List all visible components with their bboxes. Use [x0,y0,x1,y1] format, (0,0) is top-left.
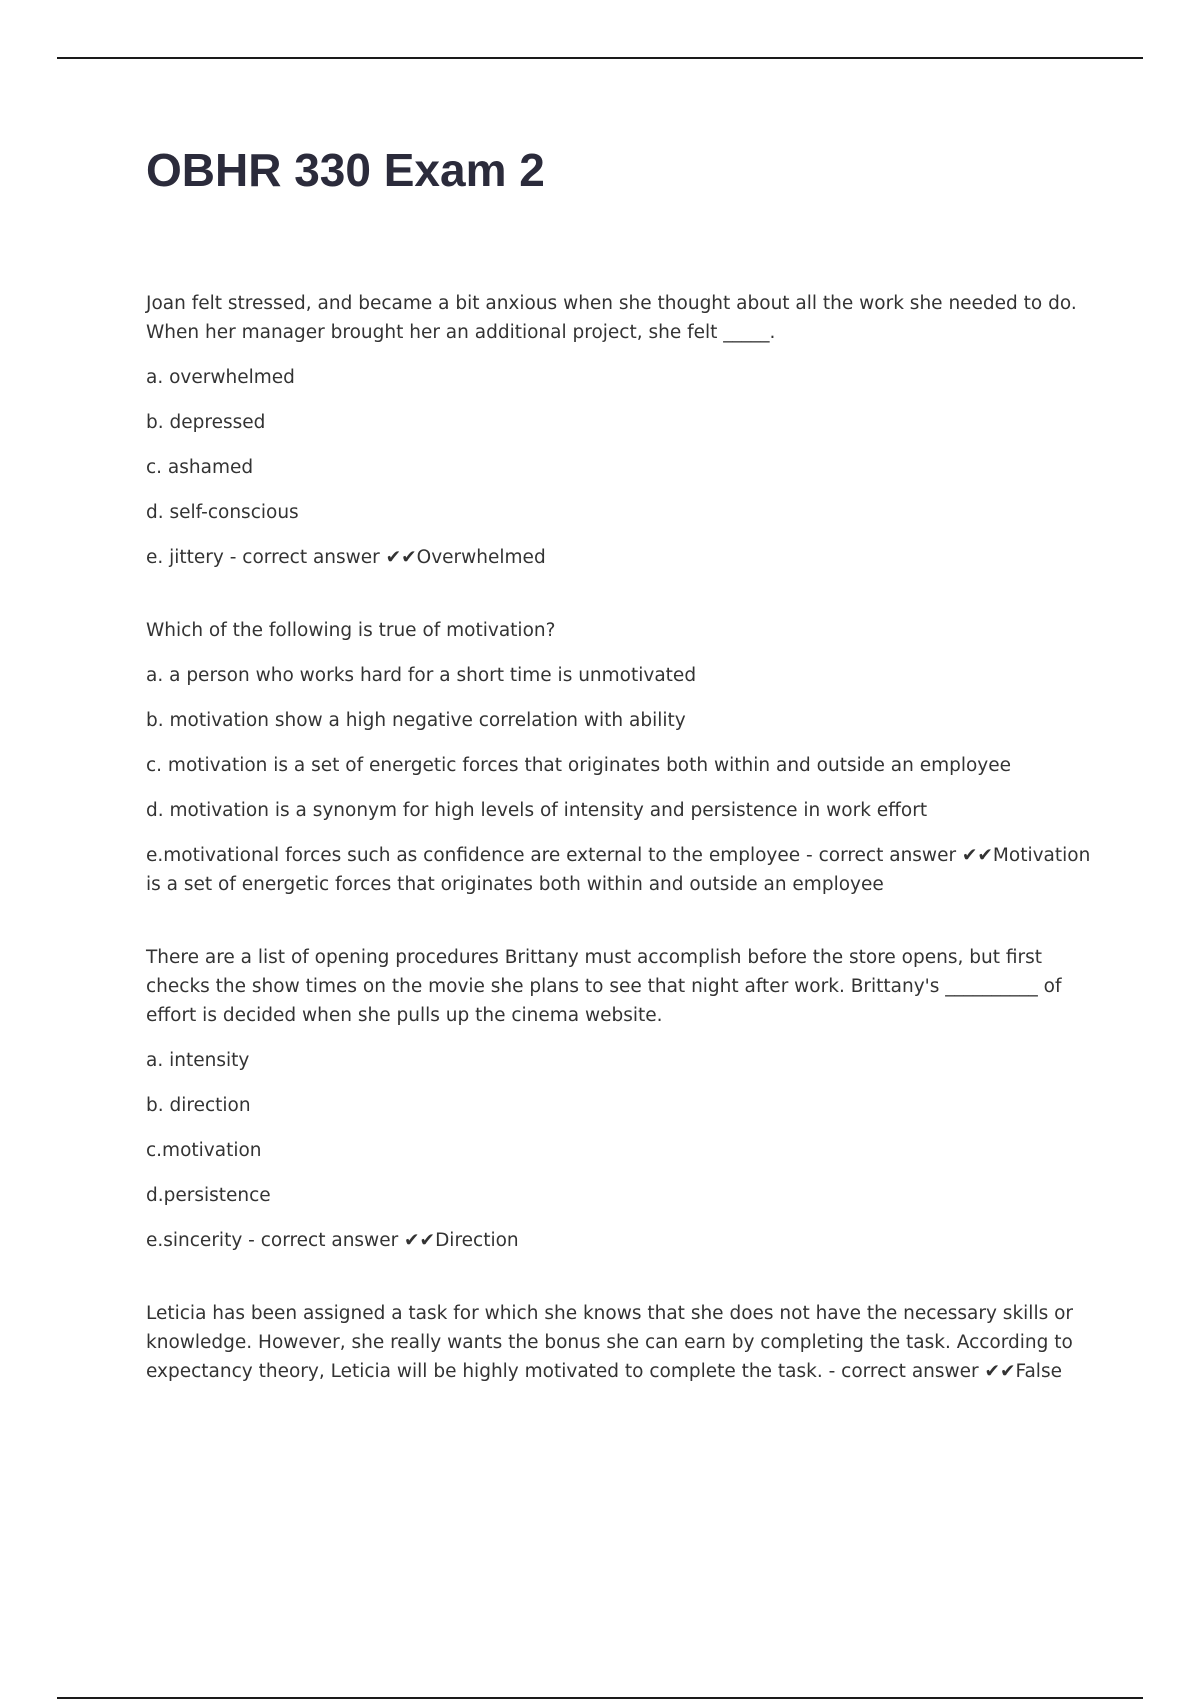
document-title: OBHR 330 Exam 2 [146,144,545,196]
option-e-with-answer: e. jittery - correct answer ✔✔Overwhelmed [146,547,546,568]
question-text: There are a list of opening procedures Brittany must accomplish before the store opens, but first checks the show times on the movie she plans to see that night after work. Brittany's __________ of effort is decided when she pulls up the cinema website. [146,947,1062,1026]
option-e-with-answer: e.motivational forces such as confidence are external to the employee - correct answer ✔✔Motivation is a set of energetic forces that originates both within and outside an employee [146,845,1091,895]
question-3 [146,943,1096,1255]
question-4 [146,1299,1096,1386]
option-a: a. a person who works hard for a short time is unmotivated [146,665,697,686]
option-b: b. direction [146,1095,251,1116]
question-text-with-answer: Leticia has been assigned a task for which she knows that she does not have the necessary skills or knowledge. However, she really wants the bonus she can earn by completing the task. According to expectancy theory, Leticia will be highly motivated to complete the task. - correct answer ✔✔False [146,1303,1074,1382]
option-a: a. overwhelmed [146,367,295,388]
option-d: d. motivation is a synonym for high levels of intensity and persistence in work effort [146,800,928,821]
question-text: Joan felt stressed, and became a bit anxious when she thought about all the work she needed to do. When her manager brought her an additional project, she felt _____. [146,293,1077,343]
option-c: c. motivation is a set of energetic forces that originates both within and outside an employee [146,755,1012,776]
option-d: d. self-conscious [146,502,299,523]
option-a: a. intensity [146,1050,250,1071]
option-b: b. depressed [146,412,266,433]
option-e-with-answer: e.sincerity - correct answer ✔✔Direction [146,1230,519,1251]
document-body [146,140,1096,1430]
question-2 [146,616,1096,899]
question-text: Which of the following is true of motivation? [146,620,556,641]
option-c: c.motivation [146,1140,262,1161]
top-divider [57,57,1143,59]
option-c: c. ashamed [146,457,254,478]
bottom-divider [57,1697,1143,1699]
question-1 [146,289,1096,572]
option-d: d.persistence [146,1185,271,1206]
option-b: b. motivation show a high negative correlation with ability [146,710,686,731]
question-list [146,289,1096,1386]
